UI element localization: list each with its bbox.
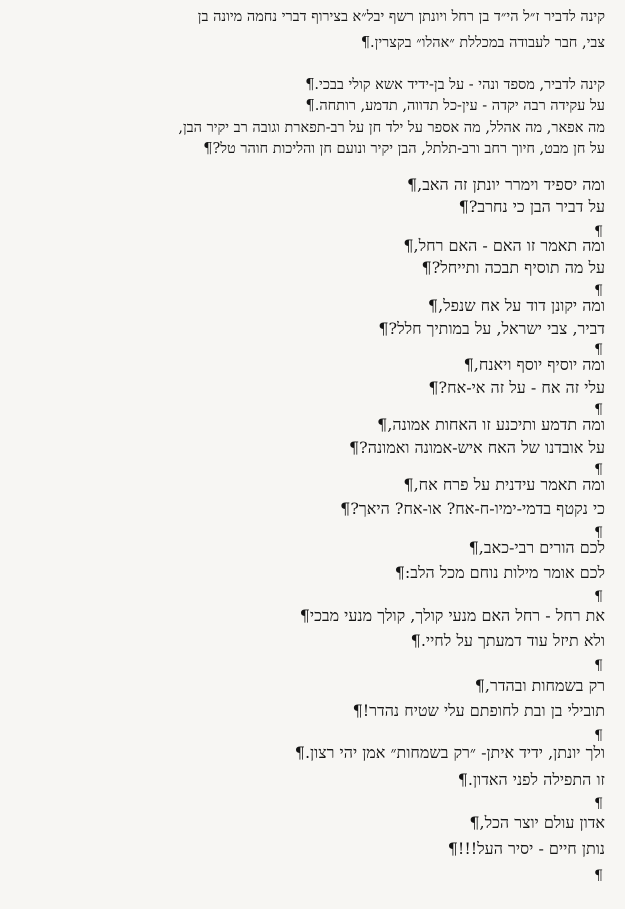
stanza-3-line-2: דביר, צבי ישראל, על במותיך חלל?¶ xyxy=(378,319,605,338)
paragraph-mark: ¶ xyxy=(594,728,603,744)
paragraph-mark: ¶ xyxy=(594,525,603,541)
stanza-10-line-2: זו התפילה לפני האדון.¶ xyxy=(457,770,605,789)
stanza-4-line-1: ומה יוסיף יוסף ויאנח,¶ xyxy=(463,355,605,374)
stanza-1-line-2: על דביר הבן כי נחרב?¶ xyxy=(458,197,605,216)
stanza-5-line-1: ומה תדמע ותיכנע זו האחות אמונה,¶ xyxy=(377,415,605,434)
stanza-8-line-2: ולא תיזל עוד דמעתך על לחיי.¶ xyxy=(410,631,605,650)
intro-line-1: קינה לדביר ז״ל הי״ד בן רחל ויונתן רשף יבל״א בצירוף דברי נחמה מיונה בן xyxy=(197,9,605,25)
stanza-6-line-1: ומה תאמר עידנית על פרח אח,¶ xyxy=(403,475,605,494)
lament-line-4: על חן מבט, חיוך רחב ורב-תלתל, הבן יקיר ונועם חן והליכות חוהר טל?¶ xyxy=(203,141,605,157)
stanza-11-line-2: נותן חיים - יסיר העל!!!¶ xyxy=(447,839,605,858)
paragraph-mark: ¶ xyxy=(594,342,603,358)
paragraph-mark: ¶ xyxy=(594,224,603,240)
stanza-4-line-2: עלי זה אח - על זה אי-אח?¶ xyxy=(428,378,605,397)
paragraph-mark: ¶ xyxy=(594,658,603,674)
stanza-9-line-1: רק בשמחות ובהדר,¶ xyxy=(474,676,605,695)
stanza-5-line-2: על אובדנו של האח איש-אמונה ואמונה?¶ xyxy=(348,438,605,457)
lament-line-3: מה אפאר, מה אהלל, מה אספר על ילד חן על רב-תפארת וגובה רב יקיר הבן, xyxy=(178,120,605,136)
paragraph-mark: ¶ xyxy=(594,868,603,884)
stanza-8-line-1: את רחל - רחל האם מנעי קולך, קולך מנעי מבכי¶ xyxy=(299,606,605,625)
lament-line-2: על עקידה רבה יקדה - עין-כל תדווה, תדמע, רותחה.¶ xyxy=(305,98,605,114)
stanza-11-line-1: אדון עולם יוצר הכל,¶ xyxy=(469,813,605,832)
stanza-3-line-1: ומה יקונן דוד על אח שנפל,¶ xyxy=(427,296,605,315)
paragraph-mark: ¶ xyxy=(594,402,603,418)
stanza-9-line-2: תובילי בן ובת לחופתם עלי שטיח נהדר!¶ xyxy=(352,701,605,720)
paragraph-mark: ¶ xyxy=(594,589,603,605)
paragraph-mark: ¶ xyxy=(594,283,603,299)
paragraph-mark: ¶ xyxy=(594,462,603,478)
stanza-1-line-1: ומה יספיד וימרר יונתן זה האב,¶ xyxy=(406,175,605,194)
stanza-7-line-1: לכם הורים רבי-כאב,¶ xyxy=(468,538,605,557)
stanza-2-line-1: ומה תאמר זו האם - האם רחל,¶ xyxy=(403,236,605,255)
stanza-7-line-2: לכם אומר מילות נוחם מכל הלב:¶ xyxy=(394,563,605,582)
lament-line-1: קינה לדביר, מספד ונהי - על בן-ידיד אשא קולי בבכי.¶ xyxy=(305,77,605,93)
stanza-6-line-2: כי נקטף בדמי-ימיו-ח-אח? או-אח? היאך?¶ xyxy=(340,499,605,518)
stanza-10-line-1: ולך יונתן, ידיד איתן- ״רק בשמחות״ אמן יהי רצון.¶ xyxy=(294,743,605,762)
paragraph-mark: ¶ xyxy=(594,796,603,812)
stanza-2-line-2: על מה תוסיף תבכה ותייחל?¶ xyxy=(421,258,605,277)
intro-line-2: צבי, חבר לעבודה במכללת ״אהלו״ בקצרין.¶ xyxy=(360,35,605,51)
